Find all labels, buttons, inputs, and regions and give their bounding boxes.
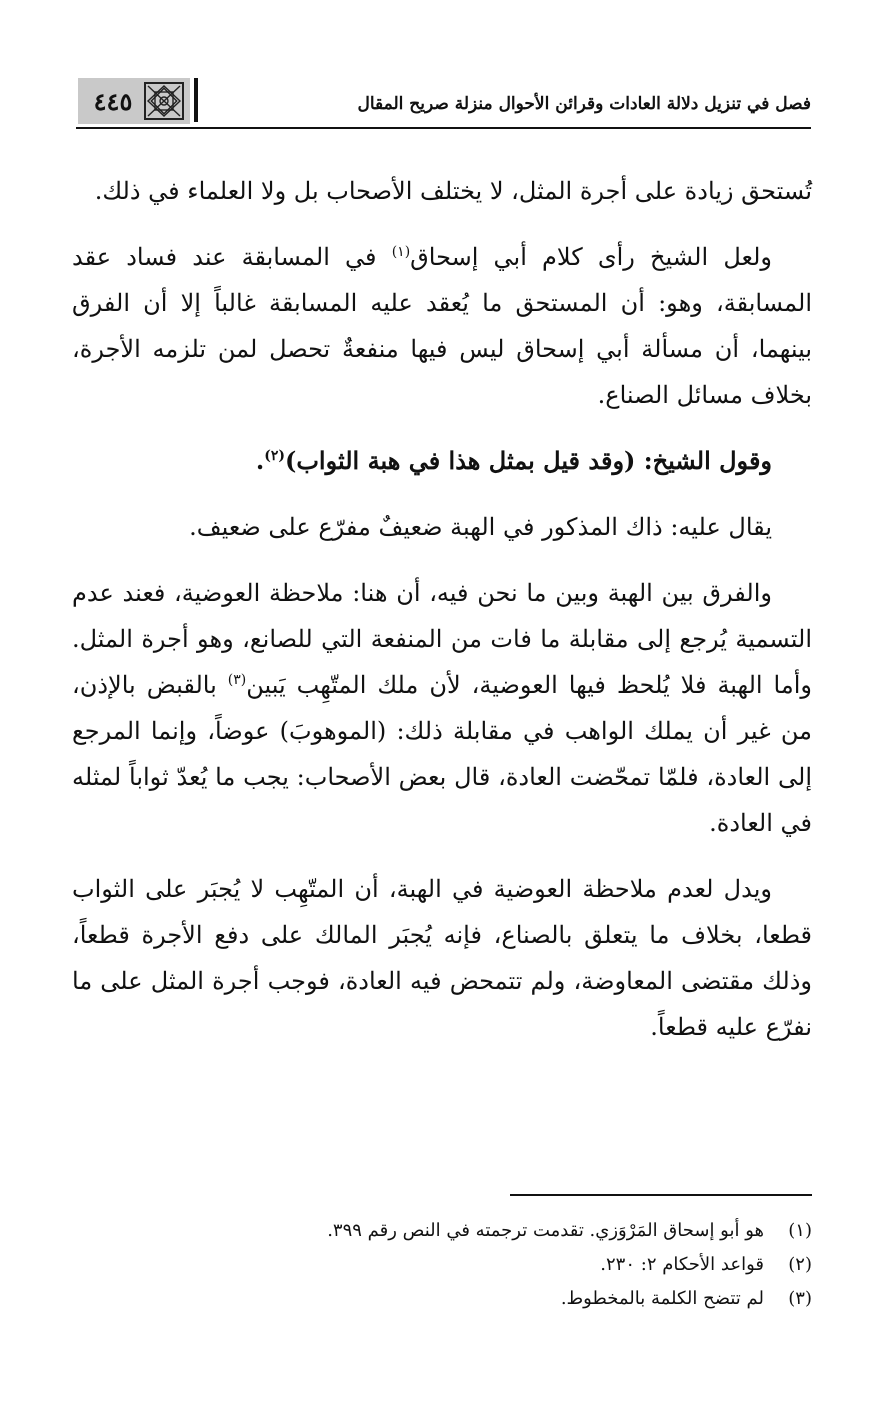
paragraph-text: ولعل الشيخ رأى كلام أبي إسحاق xyxy=(410,243,772,271)
paragraph xyxy=(72,866,812,1050)
footnote-ref: (١) xyxy=(391,244,411,260)
footnote-number: (٣) xyxy=(788,1288,812,1309)
paragraph-text: ويدل لعدم ملاحظة العوضية في الهبة، أن المتّهِب لا يُجبَر على الثواب قطعا، بخلاف ما يتعلق بالصناع، فإنه يُجبَر المالك على دفع الأجرة قطعاً، وذلك مقتضى المعاوضة، ولم تتمحض فيه العادة، فوجب أجرة المثل على ما نفرّع عليه قطعاً. xyxy=(72,875,812,1041)
footnote-text: هو أبو إسحاق المَرْوَزي. تقدمت ترجمته في النص رقم ٣٩٩. xyxy=(327,1220,764,1241)
footnote-text: لم تتضح الكلمة بالمخطوط. xyxy=(560,1288,764,1309)
footnote-item xyxy=(140,1248,812,1282)
footnote-separator xyxy=(510,1194,812,1196)
header-rule xyxy=(76,127,811,129)
header-divider xyxy=(194,78,198,122)
footnote-text: قواعد الأحكام ٢: ٢٣٠. xyxy=(600,1254,764,1275)
footnote-item xyxy=(140,1282,812,1316)
paragraph-text: بالقبض بالإذن، من غير أن يملك الواهب في مقابلة ذلك: (الموهوبَ) عوضاً، وإنما المرجع إلى العادة، فلمّا تمحّضت العادة، قال بعض الأصحاب: يجب ما يُعدّ ثواباً لمثله في العادة. xyxy=(72,671,812,837)
punctuation: . xyxy=(255,446,265,475)
page-number-box xyxy=(78,78,190,124)
paragraph-text: يقال عليه: ذاك المذكور في الهبة ضعيفٌ مفرّع على ضعيف. xyxy=(189,513,772,541)
quote-lead: وقول الشيخ: xyxy=(635,446,772,475)
running-header xyxy=(76,72,811,130)
paragraph xyxy=(72,234,812,418)
footnote-item xyxy=(140,1214,812,1248)
paragraph xyxy=(72,438,812,484)
quoted-text: (وقد قيل بمثل هذا في هبة الثواب) xyxy=(284,446,636,475)
paragraph-text: في المسابقة عند فساد عقد المسابقة، وهو: أن المستحق ما يُعقد عليه المسابقة غالباً إلا أن الفرق بينهما، أن مسألة أبي إسحاق ليس فيها منفعةٌ تحصل لمن تلزمه الأجرة، بخلاف مسائل الصناع. xyxy=(72,243,812,409)
paragraph-text: تُستحق زيادة على أجرة المثل، لا يختلف الأصحاب بل ولا العلماء في ذلك. xyxy=(94,177,812,205)
ornament-icon xyxy=(144,82,184,120)
paragraph xyxy=(72,504,812,550)
footnote-number: (٢) xyxy=(788,1254,812,1275)
footnote-ref: (٣) xyxy=(227,672,247,688)
main-text xyxy=(72,168,812,1070)
footnote-ref: (٢) xyxy=(264,448,285,464)
footnotes xyxy=(140,1214,812,1316)
paragraph xyxy=(72,168,812,214)
paragraph xyxy=(72,570,812,846)
page-number: ٤٤٥ xyxy=(93,87,133,116)
paragraph-text: والفرق بين الهبة وبين ما نحن فيه، أن هنا: ملاحظة العوضية، فعند عدم التسمية يُرجع إلى مقابلة ما فات من المنفعة التي للصانع، وهو أجرة المثل. وأما الهبة فلا يُلحظ فيها العوضية، لأن ملك المتّهِب يَبين xyxy=(72,579,812,699)
footnote-number: (١) xyxy=(788,1220,812,1241)
running-title: فصل في تنزيل دلالة العادات وقرائن الأحوال منزلة صريح المقال xyxy=(357,94,811,114)
